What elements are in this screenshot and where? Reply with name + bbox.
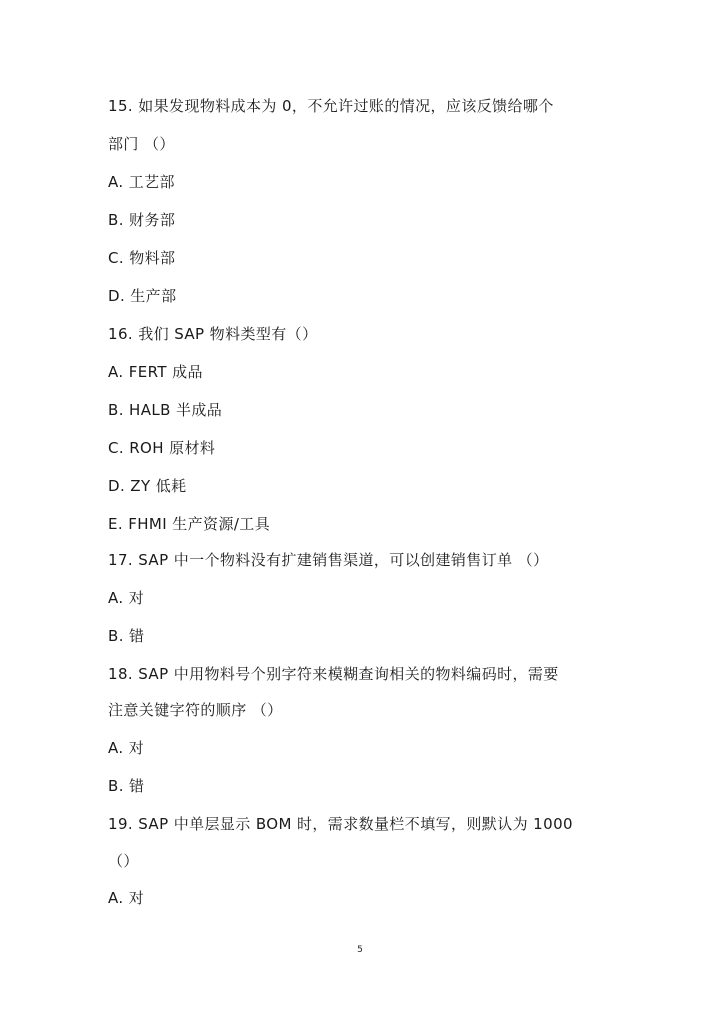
question-16-option-a: A. FERT 成品 (108, 363, 203, 381)
page-number: 5 (357, 945, 363, 955)
question-16-option-e: E. FHMI 生产资源/工具 (108, 515, 271, 533)
question-16-option-c: C. ROH 原材料 (108, 439, 216, 457)
question-16-text: 16. 我们 SAP 物料类型有（） (108, 325, 318, 343)
question-15-option-a: A. 工艺部 (108, 173, 175, 191)
question-16-option-b: B. HALB 半成品 (108, 401, 223, 419)
question-18-option-b: B. 错 (108, 777, 145, 795)
question-19-option-a: A. 对 (108, 889, 145, 907)
question-18-option-a: A. 对 (108, 739, 145, 757)
question-15-text-line-1: 15. 如果发现物料成本为 0，不允许过账的情况，应该反馈给哪个 (108, 97, 554, 115)
question-19-text-line-1: 19. SAP 中单层显示 BOM 时，需求数量栏不填写，则默认为 1000 (108, 815, 573, 833)
question-18-text-line-2: 注意关键字符的顺序 （） (108, 701, 283, 719)
question-16-option-d: D. ZY 低耗 (108, 477, 187, 495)
question-15-option-d: D. 生产部 (108, 287, 177, 305)
question-17-text: 17. SAP 中一个物料没有扩建销售渠道，可以创建销售订单 （） (108, 551, 549, 569)
question-18-text-line-1: 18. SAP 中用物料号个别字符来模糊查询相关的物料编码时，需要 (108, 665, 559, 683)
question-17-option-a: A. 对 (108, 589, 145, 607)
question-15-option-b: B. 财务部 (108, 211, 176, 229)
question-19-text-line-2: （） (108, 852, 139, 870)
question-17-option-b: B. 错 (108, 627, 145, 645)
question-15-text-line-2: 部门 （） (108, 135, 175, 153)
question-15-option-c: C. 物料部 (108, 249, 176, 267)
